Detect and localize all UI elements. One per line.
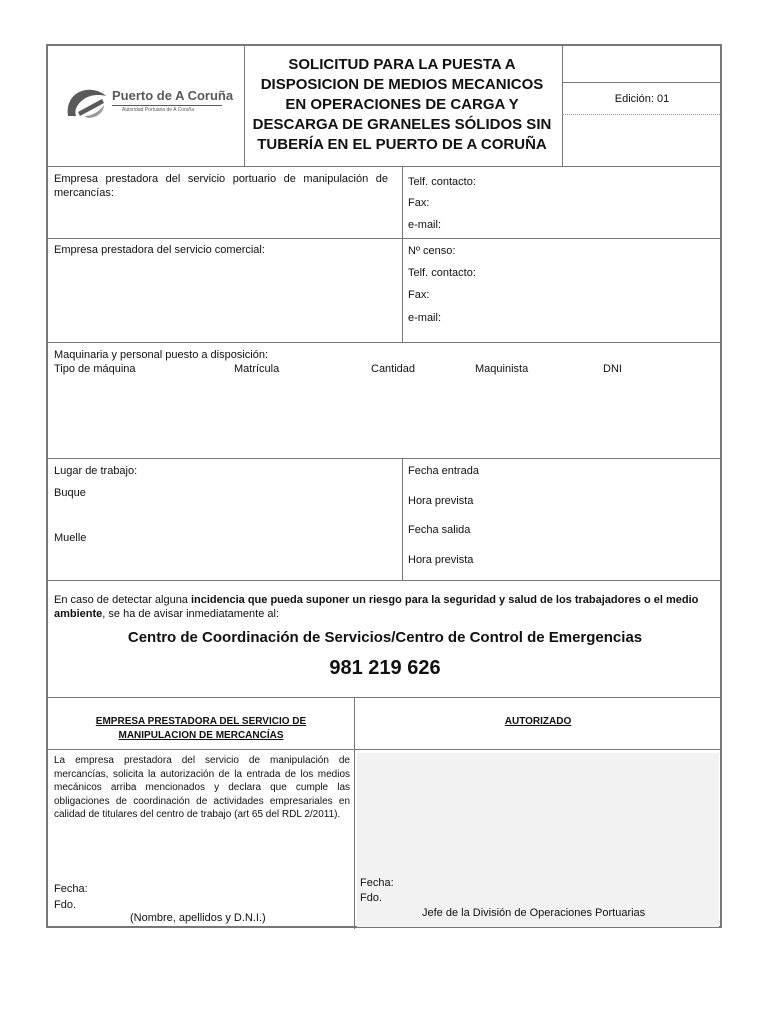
incident-notice	[54, 593, 718, 621]
header-divider-left	[244, 46, 245, 166]
edition-label: Edición: 01	[614, 93, 670, 105]
column-operator: Maquinista	[475, 363, 529, 375]
signature-divider	[354, 697, 355, 929]
column-registration: Matrícula	[234, 363, 280, 375]
emergency-center-name: Centro de Coordinación de Servicios/Centro de Control de Emergencias	[127, 629, 643, 646]
right-signature-label: Fdo.	[360, 892, 383, 904]
ship-label: Buque	[54, 487, 86, 499]
section2-email-label: e-mail:	[408, 312, 442, 324]
incident-notice-outro: , se ha de avisar inmediatamente al:	[102, 608, 280, 620]
section1-divider	[402, 166, 403, 238]
logo-subtitle: Autoridad Portuaria de A Coruña	[122, 107, 194, 113]
section2-phone-label: Telf. contacto:	[408, 267, 476, 279]
handling-company-header: EMPRESA PRESTADORA DEL SERVICIO DE MANIPULACION DE MERCANCÍAS	[95, 716, 307, 741]
census-label: Nº censo:	[408, 245, 456, 257]
workplace-label: Lugar de trabajo:	[54, 465, 138, 477]
incident-notice-risk: incidencia que pueda suponer un riesgo para la seguridad y salud de los trabajadores o el medio ambiente	[54, 594, 699, 620]
declaration-text: La empresa prestadora del servicio de manipulación de mercancías, solicita la autorización de la entrada de los medios mecánicos arriba mencionados y declara que cumple las obligaciones de coordinación de actividades empresariales en calidad de titulares del centro de trabajo (art 65 del RDL 2/2011).	[54, 755, 350, 821]
edition-top-rule	[562, 82, 722, 83]
row-divider-7	[48, 749, 722, 750]
column-machine-type: Tipo de máquina	[54, 363, 136, 375]
section2-divider	[402, 238, 403, 342]
authorization-area	[357, 753, 719, 927]
header-divider-right	[562, 46, 563, 166]
edition-bottom-rule	[562, 114, 722, 115]
entry-time-label: Hora prevista	[408, 495, 474, 507]
signer-name-note: (Nombre, apellidos y D.N.I.)	[130, 912, 266, 924]
section1-email-label: e-mail:	[408, 219, 442, 231]
dock-label: Muelle	[54, 532, 87, 544]
logo-underline	[112, 105, 222, 106]
authorized-header: AUTORIZADO	[504, 716, 572, 727]
section4-divider	[402, 458, 403, 580]
row-divider-5	[48, 580, 722, 581]
emergency-phone: 981 219 626	[329, 657, 441, 679]
right-date-label: Fecha:	[360, 877, 394, 889]
column-quantity: Cantidad	[371, 363, 416, 375]
machinery-label: Maquinaria y personal puesto a disposición:	[54, 349, 269, 361]
exit-time-label: Hora prevista	[408, 554, 474, 566]
application-form	[46, 44, 722, 928]
authority-role: Jefe de la División de Operaciones Portuarias	[422, 907, 646, 919]
row-divider-6	[48, 697, 722, 698]
entry-date-label: Fecha entrada	[408, 465, 479, 477]
row-divider-3	[48, 342, 722, 343]
exit-date-label: Fecha salida	[408, 524, 471, 536]
port-logo-icon	[64, 86, 108, 120]
logo-name: Puerto de A Coruña	[112, 88, 234, 103]
incident-notice-intro: En caso de detectar alguna	[54, 594, 191, 606]
column-dni: DNI	[603, 363, 622, 375]
row-divider-1	[48, 166, 722, 167]
port-logo	[64, 82, 244, 122]
form-title: SOLICITUD PARA LA PUESTA A DISPOSICION DE MEDIOS MECANICOS EN OPERACIONES DE CARGA Y DESCARGA DE GRANELES SÓLIDOS SIN TUBERÍA EN EL PUERTO DE A CORUÑA	[252, 56, 552, 153]
commercial-company-label: Empresa prestadora del servicio comercial:	[54, 244, 265, 256]
section2-fax-label: Fax:	[408, 289, 430, 301]
left-signature-label: Fdo.	[54, 899, 77, 911]
section1-phone-label: Telf. contacto:	[408, 176, 476, 188]
section1-fax-label: Fax:	[408, 197, 430, 209]
left-date-label: Fecha:	[54, 883, 88, 895]
row-divider-2	[48, 238, 722, 239]
handling-company-label: Empresa prestadora del servicio portuario de manipulación de mercancías:	[54, 173, 388, 199]
row-divider-4	[48, 458, 722, 459]
